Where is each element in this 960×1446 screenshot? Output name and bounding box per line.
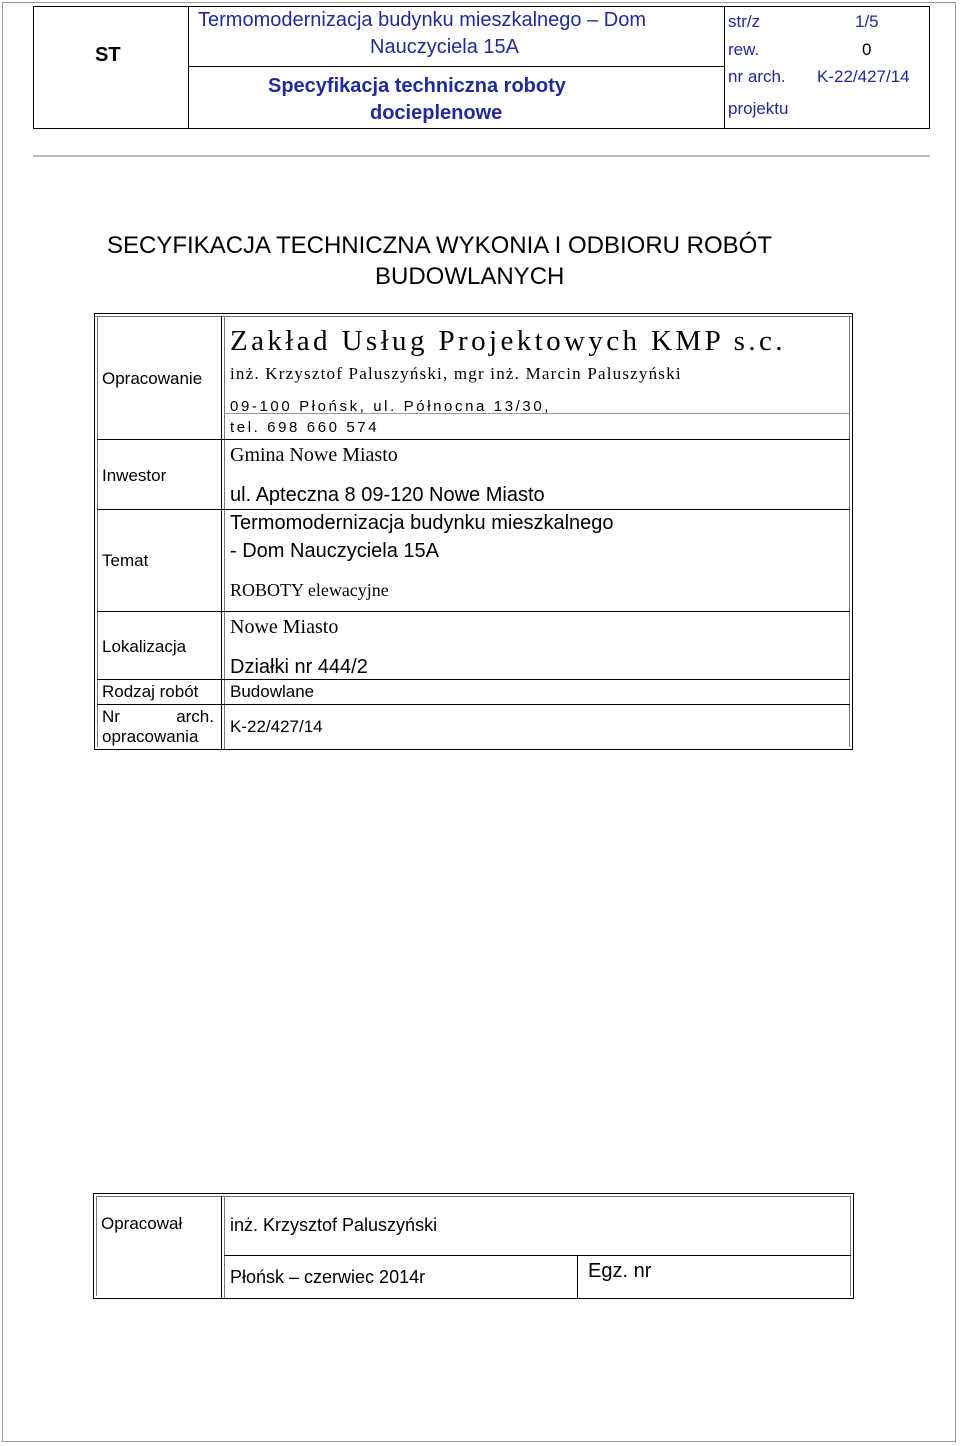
- rodzaj-label: Rodzaj robót: [102, 682, 199, 701]
- place-date: Płońsk – czerwiec 2014r: [230, 1267, 426, 1287]
- company-name: Zakład Usług Projektowych KMP s.c.: [230, 325, 786, 357]
- lokalizacja-line1: Nowe Miasto: [230, 616, 339, 638]
- arch-nr-value: K-22/427/14: [817, 67, 910, 86]
- inwestor-address: ul. Apteczna 8 09-120 Nowe Miasto: [230, 484, 545, 506]
- opracowanie-label: Opracowanie: [102, 369, 203, 388]
- inwestor-name: Gmina Nowe Miasto: [230, 444, 398, 466]
- company-authors: inż. Krzysztof Paluszyński, mgr inż. Marcin Paluszyński: [230, 364, 682, 383]
- inwestor-label: Inwestor: [102, 466, 167, 485]
- lokalizacja-line2: Działki nr 444/2: [230, 656, 368, 678]
- project-name-line2: Nauczyciela 15A: [370, 36, 519, 58]
- doc-title-line2: BUDOWLANYCH: [375, 263, 565, 290]
- opracowal-label: Opracował: [101, 1214, 183, 1233]
- nr-opracowania-label-line1: Nr arch.: [102, 707, 214, 726]
- arch-nr-label-line2: projektu: [728, 99, 789, 118]
- company-address: 09-100 Płońsk, ul. Północna 13/30,: [230, 398, 552, 415]
- page-value: 1/5: [855, 12, 879, 31]
- opracowal-value: inż. Krzysztof Paluszyński: [230, 1215, 438, 1235]
- lokalizacja-label: Lokalizacja: [102, 637, 187, 656]
- page-label: str/z: [728, 12, 761, 31]
- doc-code: ST: [95, 44, 121, 66]
- rodzaj-value: Budowlane: [230, 682, 315, 701]
- rev-label: rew.: [728, 40, 760, 59]
- project-name-line1: Termomodernizacja budynku mieszkalnego – Dom: [198, 9, 646, 31]
- nr-opracowania-value: K-22/427/14: [230, 717, 323, 736]
- temat-line1: Termomodernizacja budynku mieszkalnego: [230, 512, 614, 534]
- temat-label: Temat: [102, 551, 149, 570]
- company-phone: tel. 698 660 574: [230, 419, 380, 436]
- temat-line2: - Dom Nauczyciela 15A: [230, 540, 439, 562]
- nr-opracowania-label-line2: opracowania: [102, 727, 199, 746]
- temat-line3: ROBOTY elewacyjne: [230, 580, 389, 600]
- rev-value: 0: [862, 40, 872, 59]
- header-rule: [33, 155, 930, 157]
- spec-title-line2: docieplenowe: [370, 102, 503, 124]
- arch-nr-label-line1: nr arch.: [728, 67, 786, 86]
- doc-title-line1: SECYFIKACJA TECHNICZNA WYKONIA I ODBIORU ROBÓT: [107, 232, 772, 259]
- spec-title-line1: Specyfikacja techniczna roboty: [268, 75, 566, 97]
- egz-label: Egz. nr: [588, 1260, 652, 1282]
